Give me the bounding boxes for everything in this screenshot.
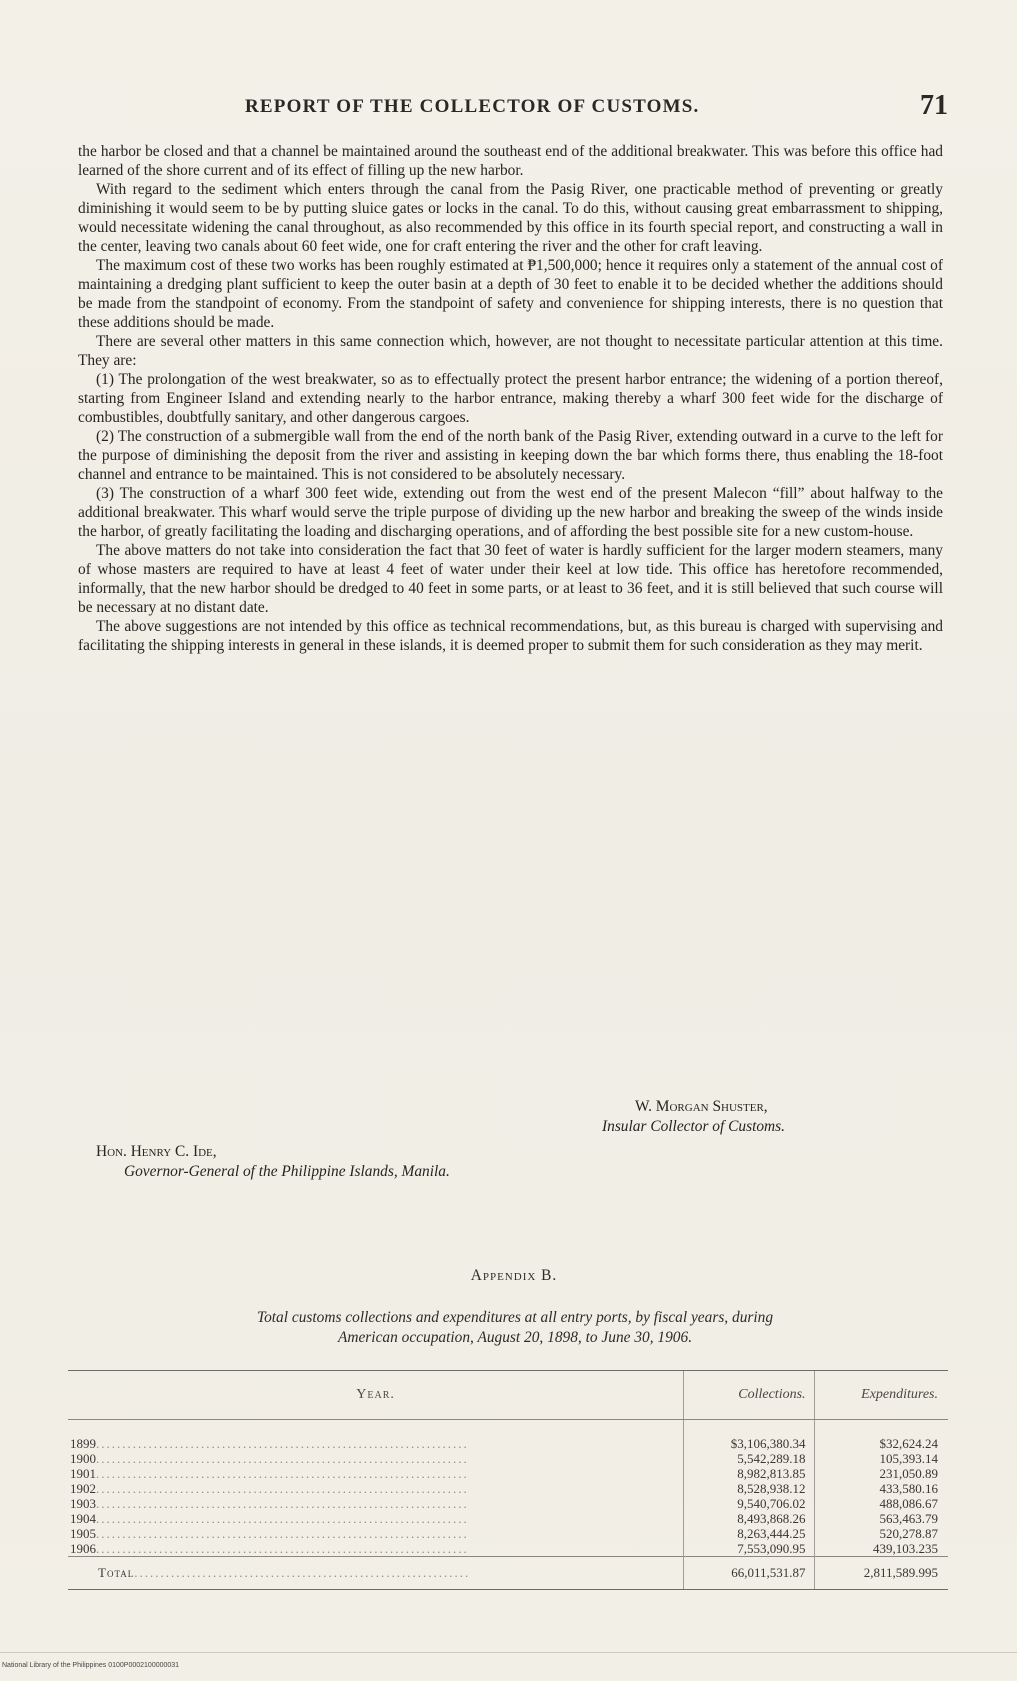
row-collections: $3,106,380.34 [684,1420,814,1452]
paragraph-7: (3) The construction of a wharf 300 feet wide, extending out from the west end of the present Malecon “fill” about halfway to the additional breakwater. This wharf would serve the triple purpose of dividing up the new harbor and breaking the sweep of the winds inside the harbor, of greatly facilitating the loading and discharging operations, and of affording the best possible site for a new custom-house. [78,485,943,540]
paragraph-5: (1) The prolongation of the west breakwater, so as to effectually protect the present harbor entrance; the widening of a portion thereof, starting from Engineer Island and extending nearly to the harbor entrance, making thereby a wharf 300 feet wide for the discharge of combustibles, doubtfully sanitary, and other dangerous cargoes. [78,371,943,426]
leader-dots: ....................................................................... [96,1436,469,1451]
paragraph-8: The above matters do not take into consideration the fact that 30 feet of water is hardly sufficient for the larger modern steamers, many of whose masters are required to have at least 4 feet of water under their keel at low tide. This office has heretofore recommended, informally, that the new harbor should be dredged to 40 feet in some parts, or at least to 36 feet, and it is still believed that such course will be necessary at no distant date. [78,542,943,616]
row-collections: 8,528,938.12 [684,1481,814,1496]
row-collections: 9,540,706.02 [684,1496,814,1511]
paragraph-9: The above suggestions are not intended by this office as technical recommendations, but, as this bureau is charged with supervising and facilitating the shipping interests in general in these islands, it is deemed proper to submit them for such consideration as they may merit. [78,618,943,654]
scan-edge-line [0,1652,1017,1653]
row-collections: 5,542,289.18 [684,1451,814,1466]
leader-dots: ....................................................................... [96,1541,469,1556]
signature-name: W. Morgan Shuster, [635,1098,768,1115]
total-expenditures: 2,811,589.995 [814,1557,948,1590]
caption-line-1: Total customs collections and expenditures at all entry ports, by fiscal years, during [256,1309,774,1326]
leader-dots: ....................................................................... [96,1511,469,1526]
table-row [68,1466,948,1481]
row-collections: 8,263,444.25 [684,1526,814,1541]
table-header-row [68,1371,948,1420]
paragraph-1: the harbor be closed and that a channel be maintained around the southeast end of the additional breakwater. This was before this office had learned of the shore current and of its effect of filling up the new harbor. [78,143,943,179]
paragraph-6: (2) The construction of a submergible wall from the end of the north bank of the Pasig River, extending outward in a curve to the left for the purpose of diminishing the deposit from the river and assisting in keeping down the bar which forms there, thus enabling the 18-foot channel and entrance to be maintained. This is not considered to be absolutely necessary. [78,428,943,483]
appendix-heading: Appendix B. [470,1267,558,1284]
paragraph-3: The maximum cost of these two works has been roughly estimated at ₱1,500,000; hence it requires only a statement of the annual cost of maintaining a dredging plant sufficient to keep the outer basin at a depth of 30 feet to enable it to be decided whether the additions should be made from the standpoint of economy. From the standpoint of safety and convenience for shipping interests, there is no question that these additions should be made. [78,257,943,331]
signature-title: Insular Collector of Customs. [602,1118,785,1135]
collections-table [68,1370,948,1590]
library-footer-note: National Library of the Philippines 0100P0002100000031 [2,1662,180,1669]
table-row [68,1541,948,1557]
page-number: 71 [920,90,948,121]
caption-line-2: American occupation, August 20, 1898, to June 30, 1906. [337,1329,693,1346]
body-text [78,142,943,655]
addressee-block [96,1142,896,1182]
paragraph-4: There are several other matters in this same connection which, however, are not thought to necessitate particular attention at this time. They are: [78,333,943,369]
table-row [68,1526,948,1541]
row-expenditures: 433,580.16 [814,1481,948,1496]
paragraph-2: With regard to the sediment which enters through the canal from the Pasig River, one practicable method of preventing or greatly diminishing it would seem to be by putting sluice gates or locks in the canal. To do this, without causing great embarrassment to shipping, would necessitate widening the canal throughout, as also recommended by this office in its fourth special report, and constructing a wall in the center, leaving two canals about 60 feet wide, one for craft entering the river and the other for craft leaving. [78,181,943,255]
header-expenditures: Expenditures. [814,1371,948,1420]
row-expenditures: 105,393.14 [814,1451,948,1466]
leader-dots: ....................................................................... [96,1466,469,1481]
collections-table-wrap [68,1370,948,1590]
row-year: 1900 [70,1451,96,1466]
row-expenditures: 488,086.67 [814,1496,948,1511]
row-year: 1902 [70,1481,96,1496]
signature-block [500,1097,920,1137]
addressee-title: Governor-General of the Philippine Islands, Manila. [124,1163,450,1180]
total-collections: 66,011,531.87 [684,1557,814,1590]
row-year: 1906 [70,1541,96,1556]
row-year: 1905 [70,1526,96,1541]
table-row [68,1496,948,1511]
row-collections: 8,982,813.85 [684,1466,814,1481]
leader-dots: ....................................................................... [96,1481,469,1496]
table-caption [110,1308,920,1348]
row-collections: 8,493,868.26 [684,1511,814,1526]
row-expenditures: 520,278.87 [814,1526,948,1541]
running-title: REPORT OF THE COLLECTOR OF CUSTOMS. [245,96,700,117]
row-year: 1903 [70,1496,96,1511]
table-row [68,1420,948,1452]
addressee-name: Hon. Henry C. Ide, [96,1143,217,1160]
leader-dots: ....................................................................... [96,1526,469,1541]
table-row [68,1481,948,1496]
row-expenditures: 231,050.89 [814,1466,948,1481]
leader-dots: ................................................................ [134,1565,471,1580]
row-year: 1901 [70,1466,96,1481]
row-collections: 7,553,090.95 [684,1541,814,1557]
leader-dots: ....................................................................... [96,1451,469,1466]
header-year: Year. [68,1371,684,1420]
row-year: 1904 [70,1511,96,1526]
row-expenditures: $32,624.24 [814,1420,948,1452]
row-year: 1899 [70,1436,96,1451]
row-expenditures: 439,103.235 [814,1541,948,1557]
page-header [80,90,948,130]
leader-dots: ....................................................................... [96,1496,469,1511]
row-expenditures: 563,463.79 [814,1511,948,1526]
table-total-row [68,1557,948,1590]
header-collections: Collections. [684,1371,814,1420]
table-row [68,1451,948,1466]
total-label: Total [98,1565,135,1580]
table-row [68,1511,948,1526]
